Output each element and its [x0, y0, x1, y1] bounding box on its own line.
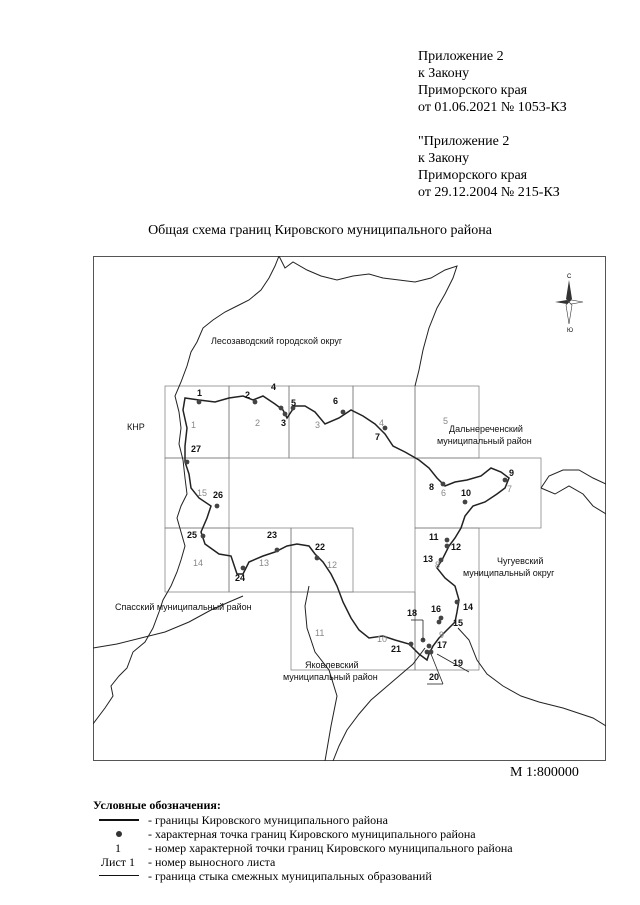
- point-number-symbol: 1: [115, 841, 121, 855]
- region-label-dalnerech-1: Дальнереченский: [449, 424, 523, 434]
- sheet-number: 15: [197, 488, 208, 498]
- boundary-point: [445, 544, 450, 549]
- sheet-frame: [415, 458, 541, 528]
- chuguev-boundary: [458, 628, 606, 726]
- header-line: от 01.06.2021 № 1053-КЗ: [418, 100, 567, 115]
- sheet-number: 13: [259, 558, 270, 568]
- boundary-point: [253, 400, 258, 405]
- legend-title: Условные обозначения:: [93, 798, 221, 812]
- point-number: 10: [461, 488, 472, 498]
- map-scale: М 1:800000: [510, 765, 579, 780]
- header-line: Приморского края: [418, 83, 528, 98]
- boundary-point: [197, 400, 202, 405]
- point-number: 4: [271, 382, 277, 392]
- point-number: 2: [245, 390, 251, 400]
- point-number: 23: [267, 530, 278, 540]
- point-number: 3: [281, 418, 287, 428]
- legend-text: - номер характерной точки границ Кировского муниципального района: [148, 841, 513, 855]
- point-number: 9: [509, 468, 515, 478]
- point-number: 22: [315, 542, 326, 552]
- point-number: 14: [463, 602, 474, 612]
- header-line: к Закону: [418, 151, 470, 166]
- legend-text: - границы Кировского муниципального района: [148, 813, 388, 827]
- point-number: 20: [429, 672, 440, 682]
- boundary-point: [241, 566, 246, 571]
- legend-text: - граница стыка смежных муниципальных образований: [148, 869, 432, 883]
- boundary-point: [279, 406, 284, 411]
- region-label-knr: КНР: [127, 422, 145, 432]
- boundary-point: [427, 644, 432, 649]
- point-number: 7: [375, 432, 381, 442]
- junction-line-symbol: [93, 869, 143, 883]
- point-number: 15: [453, 618, 464, 628]
- compass-north-label: С: [567, 274, 572, 280]
- boundary-point: [441, 482, 446, 487]
- boundary-point: [425, 650, 430, 655]
- point-number: 16: [431, 604, 442, 614]
- sheet-number: 8: [435, 560, 441, 570]
- region-label-dalnerech-2: муниципальный район: [437, 436, 532, 446]
- point-number: 19: [453, 658, 464, 668]
- header-line: к Закону: [418, 66, 470, 81]
- sheet-number: 5: [443, 416, 449, 426]
- boundary-point: [185, 460, 190, 465]
- boundary-point: [275, 548, 280, 553]
- region-label-spassk: Спасский муниципальный район: [115, 602, 252, 612]
- point-number: 12: [451, 542, 462, 552]
- header-line: "Приложение 2: [418, 134, 510, 149]
- point-number: 13: [423, 554, 434, 564]
- sheet-number: 9: [439, 630, 445, 640]
- sheet-symbol: Лист 1: [100, 855, 136, 869]
- sheet-frame: [291, 592, 418, 670]
- point-number: 21: [391, 644, 402, 654]
- boundary-point: [503, 478, 508, 483]
- dalnerech-boundary: [541, 486, 606, 514]
- sheet-number: 10: [377, 634, 388, 644]
- compass-rose-icon: [555, 274, 583, 334]
- boundary-point: [315, 556, 320, 561]
- boundary-point: [409, 642, 414, 647]
- sheet-frame: [289, 386, 353, 458]
- region-label-chuguev-2: муниципальный округ: [463, 568, 555, 578]
- boundary-point: [283, 412, 288, 417]
- header-line: Приморского края: [418, 168, 528, 183]
- boundary-point: [445, 538, 450, 543]
- sheet-number: 3: [315, 420, 321, 430]
- point-number: 17: [437, 640, 448, 650]
- sheet-number: 7: [507, 484, 513, 494]
- legend-text: - характерная точка границ Кировского муниципального района: [148, 827, 476, 841]
- point-number: 8: [429, 482, 435, 492]
- sheet-number: 6: [441, 488, 447, 498]
- point-number: 6: [333, 396, 339, 406]
- sheet-number: 14: [193, 558, 204, 568]
- region-label-lesozavodsk: Лесозаводский городской округ: [211, 336, 343, 346]
- sheet-number: 11: [315, 628, 325, 638]
- boundary-point: [455, 600, 460, 605]
- header-block-current: [418, 48, 567, 116]
- district-boundary-symbol: [93, 813, 143, 827]
- point-number: 24: [235, 573, 246, 583]
- boundary-point: [201, 534, 206, 539]
- point-number: 5: [291, 398, 297, 408]
- point-number: 11: [429, 532, 439, 542]
- neighbour-boundaries: [93, 256, 606, 761]
- sheet-number: 2: [255, 418, 261, 428]
- boundary-point: [437, 620, 442, 625]
- point-number: 26: [213, 490, 224, 500]
- compass-south-label: Ю: [567, 328, 574, 334]
- region-label-yakovlev-1: Яковлевский: [305, 660, 359, 670]
- header-line: от 29.12.2004 № 215-КЗ: [418, 185, 560, 200]
- point-number: 18: [407, 608, 418, 618]
- region-label-chuguev-1: Чугуевский: [497, 556, 544, 566]
- sheet-number: 1: [191, 420, 197, 430]
- point-number: 1: [197, 388, 203, 398]
- document-title: Общая схема границ Кировского муниципального района: [148, 223, 492, 238]
- region-label-yakovlev-2: муниципальный район: [283, 672, 378, 682]
- china-border: [93, 256, 279, 724]
- point-number: 27: [191, 444, 202, 454]
- east-river: [541, 470, 606, 488]
- header-block-original: [418, 133, 560, 201]
- boundary-map: [93, 256, 606, 761]
- point-symbol: [93, 827, 143, 841]
- point-number: 25: [187, 530, 198, 540]
- lesozavodsk-boundary: [279, 256, 457, 386]
- sheet-number: 12: [327, 560, 338, 570]
- boundary-point: [463, 500, 468, 505]
- header-line: Приложение 2: [418, 49, 504, 64]
- sheet-number: 4: [379, 418, 385, 428]
- boundary-point: [341, 410, 346, 415]
- boundary-point: [215, 504, 220, 509]
- legend-text: - номер выносного листа: [148, 855, 276, 869]
